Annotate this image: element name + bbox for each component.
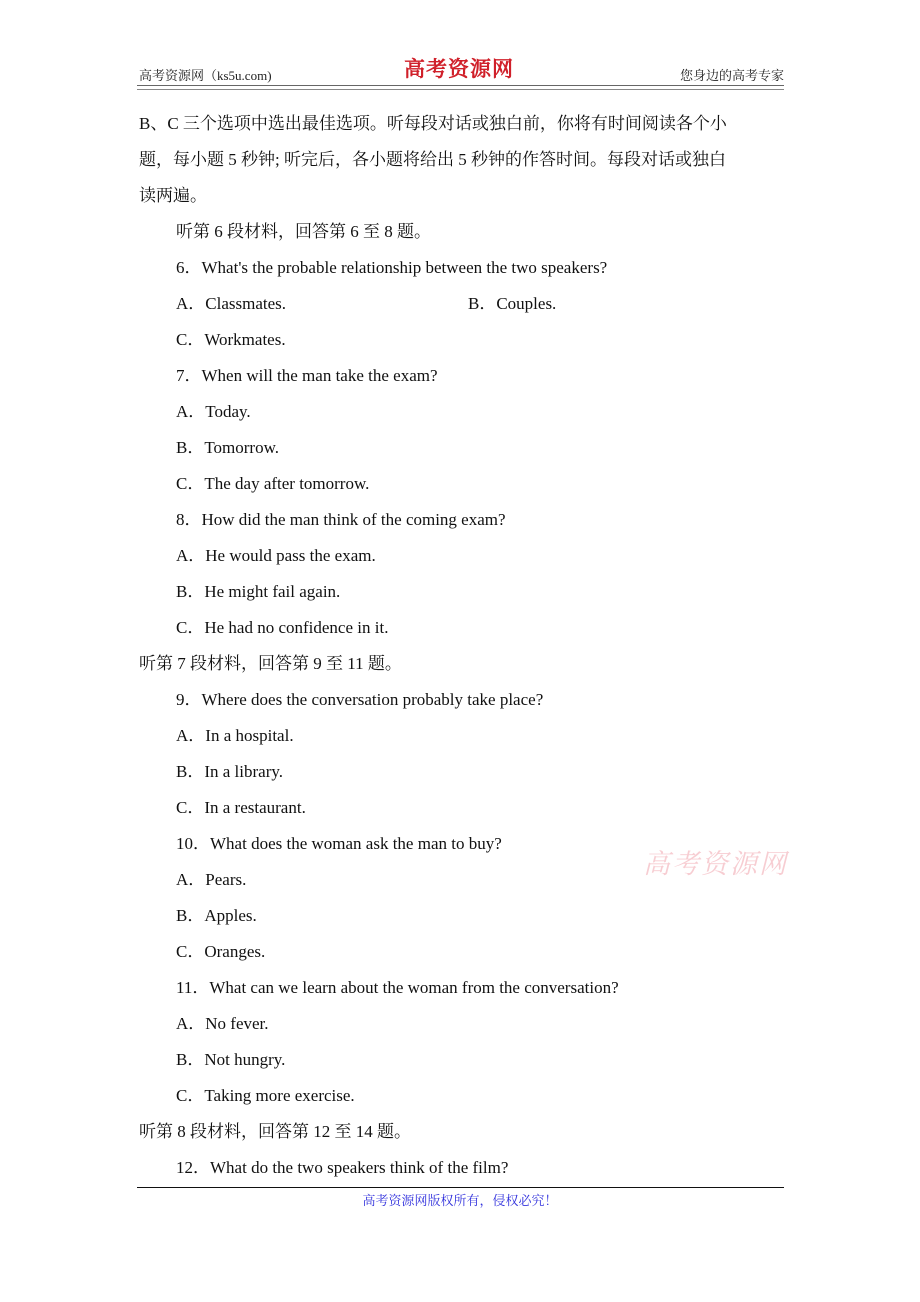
line-text: 9．Where does the conversation probably take place?: [176, 690, 544, 709]
option-second-column: B．Couples.: [468, 294, 557, 313]
line-text: 听第 6 段材料，回答第 6 至 8 题。: [176, 222, 431, 241]
header-site-name: 高考资源网（ks5u.com): [139, 68, 272, 83]
line-text: B．Tomorrow.: [176, 438, 280, 457]
line-text: A．No fever.: [176, 1014, 269, 1033]
text-line: [139, 718, 789, 754]
line-text: 12．What do the two speakers think of the film?: [176, 1158, 509, 1177]
line-text: B．He might fail again.: [176, 582, 341, 601]
line-text: 读两遍。: [139, 186, 207, 205]
text-line: [139, 250, 789, 286]
text-line: [139, 286, 789, 322]
line-text: A．Today.: [176, 402, 251, 421]
text-line: [139, 538, 789, 574]
line-text: A．Pears.: [176, 870, 247, 889]
line-text: B．Apples.: [176, 906, 257, 925]
line-text: 听第 7 段材料，回答第 9 至 11 题。: [139, 654, 402, 673]
text-line: [139, 214, 789, 250]
line-text: A．Classmates.: [176, 294, 287, 313]
text-line: [139, 898, 789, 934]
text-line: [139, 430, 789, 466]
footer-divider: [137, 1187, 784, 1188]
text-line: [139, 682, 789, 718]
line-text: A．He would pass the exam.: [176, 546, 376, 565]
document-body: [139, 106, 789, 1186]
line-text: A．In a hospital.: [176, 726, 294, 745]
header-divider: [137, 85, 784, 90]
text-line: [139, 178, 789, 214]
text-line: [139, 394, 789, 430]
line-text: 7．When will the man take the exam?: [176, 366, 438, 385]
text-line: [139, 466, 789, 502]
line-text: C．Workmates.: [176, 330, 286, 349]
text-line: [139, 322, 789, 358]
line-text: B．In a library.: [176, 762, 284, 781]
line-text: C．The day after tomorrow.: [176, 474, 370, 493]
text-line: [139, 502, 789, 538]
text-line: [139, 1114, 789, 1150]
line-text: 11．What can we learn about the woman from the conversation?: [176, 978, 619, 997]
text-line: [139, 1078, 789, 1114]
text-line: [139, 1006, 789, 1042]
text-line: [139, 610, 789, 646]
text-line: [139, 790, 789, 826]
text-line: [139, 106, 789, 142]
line-text: C．In a restaurant.: [176, 798, 306, 817]
text-line: [139, 934, 789, 970]
line-text: 10．What does the woman ask the man to buy?: [176, 834, 502, 853]
line-text: C．He had no confidence in it.: [176, 618, 389, 637]
line-text: B．Not hungry.: [176, 1050, 286, 1069]
line-text: C．Taking more exercise.: [176, 1086, 355, 1105]
line-text: 题，每小题 5 秒钟; 听完后，各小题将给出 5 秒钟的作答时间。每段对话或独白: [139, 150, 726, 169]
line-text: 8．How did the man think of the coming exam?: [176, 510, 506, 529]
text-line: [139, 646, 789, 682]
text-line: [139, 358, 789, 394]
text-line: [139, 142, 789, 178]
footer-copyright: 高考资源网版权所有，侵权必究！: [362, 1193, 558, 1208]
watermark: 高考资源网: [643, 849, 788, 879]
text-line: [139, 574, 789, 610]
text-line: [139, 754, 789, 790]
header-slogan: 您身边的高考专家: [679, 68, 784, 83]
site-logo: 高考资源网: [404, 57, 514, 81]
line-text: 听第 8 段材料，回答第 12 至 14 题。: [139, 1122, 411, 1141]
line-text: B、C 三个选项中选出最佳选项。听每段对话或独白前，你将有时间阅读各个小: [139, 114, 727, 133]
text-line: [139, 1150, 789, 1186]
line-text: 6．What's the probable relationship between the two speakers?: [176, 258, 608, 277]
text-line: [139, 1042, 789, 1078]
text-line: [139, 970, 789, 1006]
line-text: C．Oranges.: [176, 942, 266, 961]
